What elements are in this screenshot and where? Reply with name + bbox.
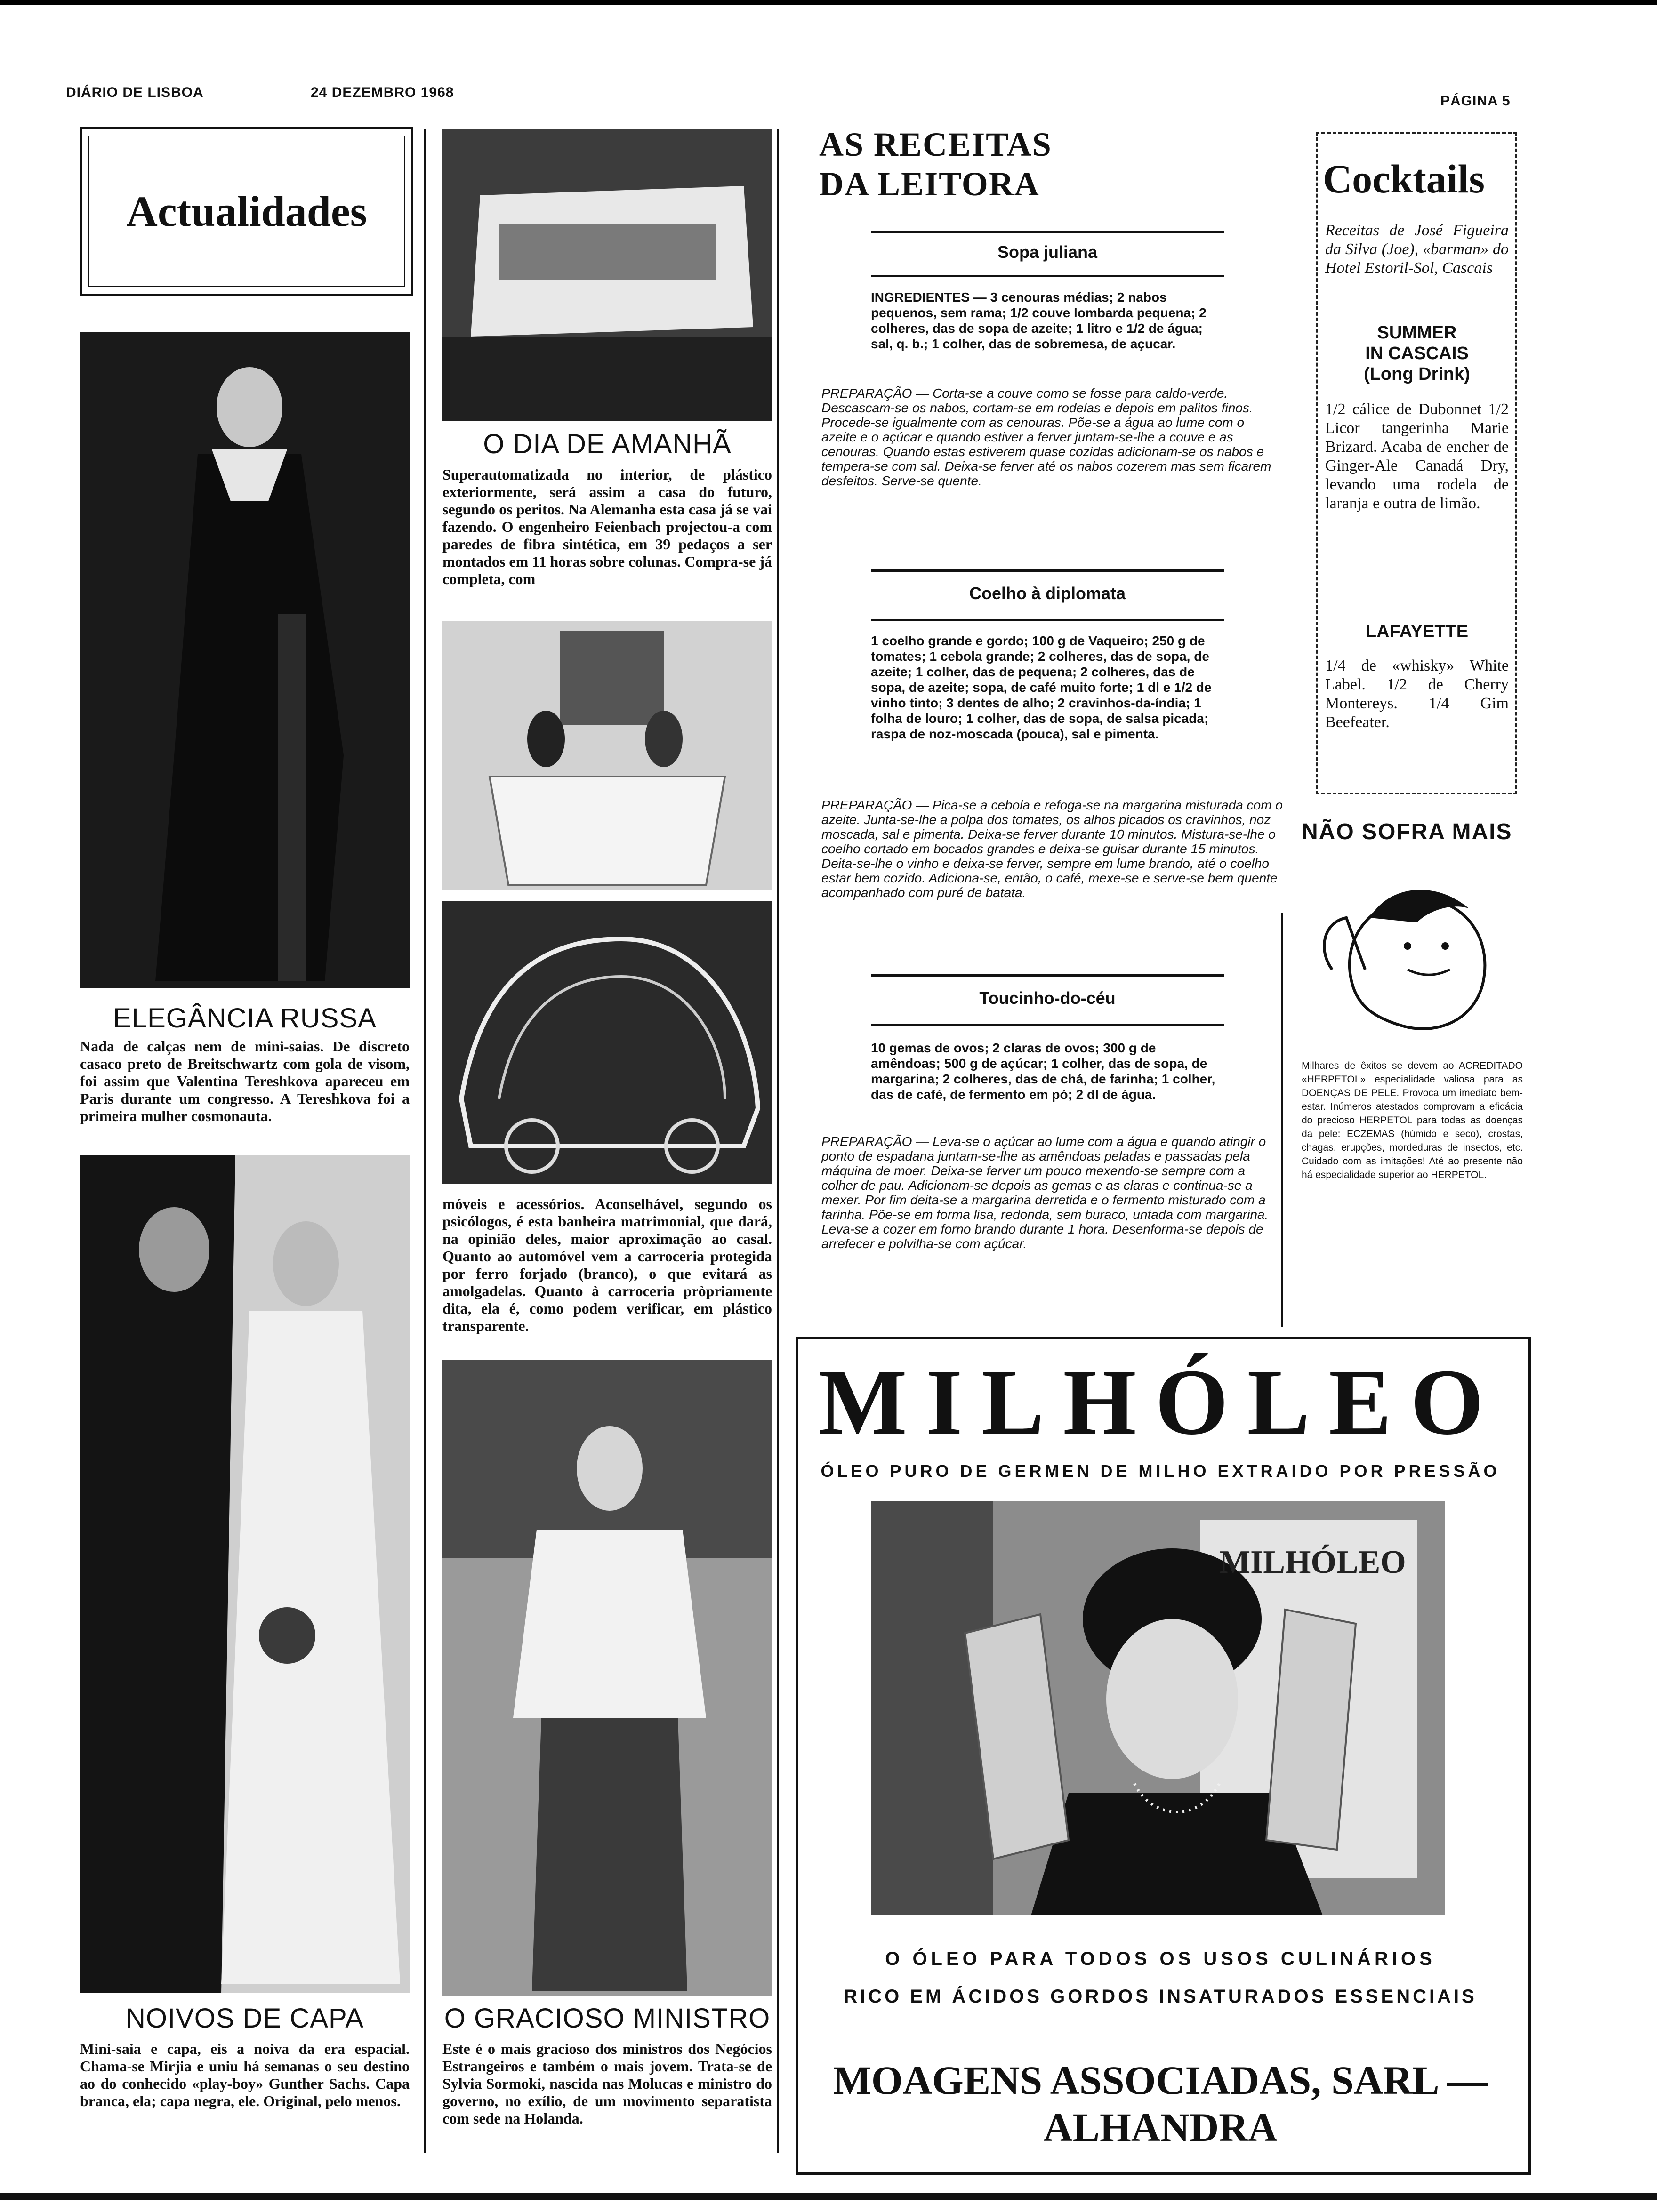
elegancia-text: Nada de calças nem de mini-saias. De discreto casaco preto de Breitschwartz com gola de visom, foi assim que Valentina Tereshkova apareceu em Paris durante um congresso. A Tereshkova foi a primeira mulher cosmonauta.	[80, 1038, 410, 1124]
r3-ingredients: 10 gemas de ovos; 2 claras de ovos; 300 g de amêndoas; 500 g de açúcar; 1 colher, das de sopa, de margarina; 2 colheres, das de chá, de farinha; 1 colher, das de café, de fermento em pó; 2 dl de água.	[871, 1041, 1215, 1102]
r2-title: Coelho à diplomata	[969, 584, 1126, 603]
ministro-text: Este é o mais gracioso dos ministros dos Negócios Estrangeiros e também o mais jovem. Trata-se de Sylvia Sormoki, nascida nas Molucas e ministro do governo, no exílio, de um movimento separatista com sede na Holanda.	[442, 2040, 772, 2127]
column-rule-2	[777, 129, 779, 2153]
dia-amanha-text: Superautomatizada no interior, de plástico exteriormente, será assim a casa do futuro, segundo os peritos. Na Alemanha esta casa já se vai fazendo. O engenheiro Feienbach projectou-a com paredes de fibra sintética, em 39 pedaços a ser montados em 11 horas sobre colunas. Compra-se já completa, com	[442, 466, 772, 587]
photo-noivos	[80, 1155, 410, 1993]
r3-rule-top	[871, 974, 1224, 977]
summer-text: 1/2 cálice de Dubonnet 1/2 Licor tangerinha Marie Brizard. Acaba de encher de Ginger-Ale Canadá Dry, levando uma rodela de laranja e outra de limão.	[1325, 401, 1509, 512]
photo-banheira	[442, 621, 772, 890]
photo-casa-futuro	[442, 129, 772, 421]
summer-title	[1325, 322, 1509, 385]
r1-title: Sopa juliana	[997, 242, 1098, 262]
r1-rule-mid	[871, 275, 1224, 277]
r3-title: Toucinho-do-céu	[979, 988, 1116, 1008]
masthead-paper: DIÁRIO DE LISBOA	[66, 85, 204, 100]
actualidades-box	[80, 127, 413, 296]
ministro-title: O GRACIOSO MINISTRO	[444, 2003, 771, 2034]
column-rule-3	[1281, 913, 1283, 1327]
elegancia-title: ELEGÂNCIA RUSSA	[113, 1003, 377, 1034]
herpetol-title: NÃO SOFRA MAIS	[1302, 819, 1512, 844]
milholeo-tagline: ÓLEO PURO DE GERMEN DE MILHO EXTRAIDO POR PRESSÃO	[820, 1461, 1500, 1481]
r1-prep: PREPARAÇÃO — Corta-se a couve como se fosse para caldo-verde. Descascam-se os nabos, cortam-se em rodelas e depois em palitos finos. Procede-se igualmente com as cenouras. Põe-se a água ao lume com o azeite e o açúcar e quando estiver a ferver juntam-se-lhe a couve e as cenouras. Quando estas estiverem quase cozidas adicionam-se os nabos e tempera-se com sal. Deixa-se ferver até os nabos cozerem mas sem ficarem desfeitos. Serve-se quente.	[821, 386, 1271, 488]
receitas-heading	[819, 125, 1052, 204]
bottle-label: MILHÓLEO	[1219, 1544, 1406, 1580]
r2-rule-mid	[871, 619, 1224, 621]
actualidades-heading: Actualidades	[126, 187, 367, 235]
herpetol-text: Milhares de êxitos se devem ao ACREDITADO «HERPETOL» especialidade valiosa para as DOENÇAS DE PELE. Provoca um imediato bem-estar. Inúmeros atestados comprovam a eficácia do precioso HERPETOL para todas as doenças da pele: ECZEMAS (húmido e seco), crostas, chagas, erupções, mordeduras de insectos, etc. Cuidado com as imitações! Até ao presente não há especialidade superior ao HERPETOL.	[1302, 1060, 1523, 1180]
r1-ingredients: INGREDIENTES — 3 cenouras médias; 2 nabos pequenos, sem rama; 1/2 couve lombarda pequena; 2 colheres, das de sopa de azeite; 1 litro e 1/2 de água; sal, q. b.; 1 colher, das de sobremesa, de açucar.	[871, 290, 1207, 351]
lafayette-title: LAFAYETTE	[1365, 622, 1469, 641]
dia-amanha-continuation: móveis e acessórios. Aconselhável, segundo os psicólogos, é esta banheira matrimonial, que dará, na opinião deles, maior aproximação ao casal. Quanto ao automóvel vem a carroceria protegida por ferro forjado (branco), o que evitará as amolgadelas. Quanto à carroceria pròpriamente dita, ela é, como podem verificar, em plástico transparente.	[442, 1195, 772, 1334]
cocktails-intro: Receitas de José Figueira da Silva (Joe), «barman» do Hotel Estoril-Sol, Cascais	[1325, 222, 1509, 277]
r3-rule-mid	[871, 1024, 1224, 1026]
bottom-border	[0, 2193, 1657, 2200]
photo-automovel	[442, 901, 772, 1184]
milholeo-brand: MILHÓLEO	[818, 1350, 1503, 1454]
milholeo-line2: RICO EM ÁCIDOS GORDOS INSATURADOS ESSENCIAIS	[844, 1986, 1477, 2007]
summer-title-line2: IN CASCAIS	[1365, 344, 1469, 363]
receitas-heading-line2: DA LEITORA	[819, 165, 1040, 203]
column-rule-1	[424, 129, 426, 2153]
summer-title-line1: SUMMER	[1377, 323, 1457, 343]
photo-tereshkova	[80, 332, 410, 988]
herpetol-illustration	[1313, 875, 1511, 1045]
noivos-title: NOIVOS DE CAPA	[125, 2003, 364, 2034]
noivos-text: Mini-saia e capa, eis a noiva da era espacial. Chama-se Mirjia e uniu há semanas o seu destino ao do conhecido «play-boy» Gunther Sachs. Capa branca, ela; capa negra, ele. Original, pelo menos.	[80, 2040, 410, 2109]
masthead-page: PÁGINA 5	[1440, 93, 1511, 109]
r2-prep: PREPARAÇÃO — Pica-se a cebola e refoga-se na margarina misturada com o azeite. Junta-se-lhe a polpa dos tomates, os alhos picados os cravinhos, noz moscada, sal e pimenta. Deixa-se ferver durante 10 minutos. Mistura-se-lhe o coelho cortado em bocados grandes e deixa-se guisar durante 15 minutos. Deita-se-lhe o vinho e deixa-se ferver, sempre em lume brando, até o coelho estar bem cozido. Adiciona-se, então, o café, mexe-se e serve-se bem quente acompanhado com puré de batata.	[821, 798, 1283, 900]
photo-ministro	[442, 1360, 772, 1996]
summer-title-line3: (Long Drink)	[1364, 364, 1470, 384]
dia-amanha-title: O DIA DE AMANHÃ	[483, 429, 732, 459]
r2-rule-top	[871, 569, 1224, 572]
lafayette-text: 1/4 de «whisky» White Label. 1/2 de Cherry Montereys. 1/4 Gim Beefeater.	[1325, 657, 1509, 731]
top-border	[0, 0, 1657, 5]
milholeo-photo	[871, 1501, 1445, 1915]
masthead-date: 24 DEZEMBRO 1968	[311, 85, 454, 100]
receitas-heading-line1: AS RECEITAS	[819, 126, 1052, 163]
r3-prep: PREPARAÇÃO — Leva-se o açúcar ao lume com a água e quando atingir o ponto de espadana juntam-se-lhe as amêndoas peladas e passadas pela máquina de moer. Deixa-se ferver um pouco mexendo-se sempre com a colher de pau. Adicionam-se depois as gemas e as claras e continua-se a mexer. Por fim deita-se a margarina derretida e o fermento misturado com a farinha. Põe-se em forma lisa, redonda, sem buraco, untada com margarina. Leva-se a cozer em forno brando durante 1 hora. Desenforma-se depois de arrefecer e polvilha-se com açúcar.	[821, 1134, 1269, 1251]
milholeo-line1: O ÓLEO PARA TODOS OS USOS CULINÁRIOS	[885, 1948, 1436, 1969]
r2-ingredients: 1 coelho grande e gordo; 100 g de Vaqueiro; 250 g de tomates; 1 cebola grande; 2 colheres, das de sopa, de azeite; 1 colher, das de pequena; 2 colheres, das de sopa, de azeite; sopa, de café muito forte; 1 dl e 1/2 de vinho tinto; 3 dentes de alho; 2 cravinhos-da-índia; 1 folha de louro; 1 colher, das de sopa, de salsa picada; raspa de noz-moscada (pouca), sal e pimenta.	[871, 633, 1212, 741]
r1-rule-top	[871, 231, 1224, 233]
cocktails-heading: Cocktails	[1323, 156, 1485, 201]
milholeo-footer: MOAGENS ASSOCIADAS, SARL — ALHANDRA	[833, 2058, 1488, 2150]
